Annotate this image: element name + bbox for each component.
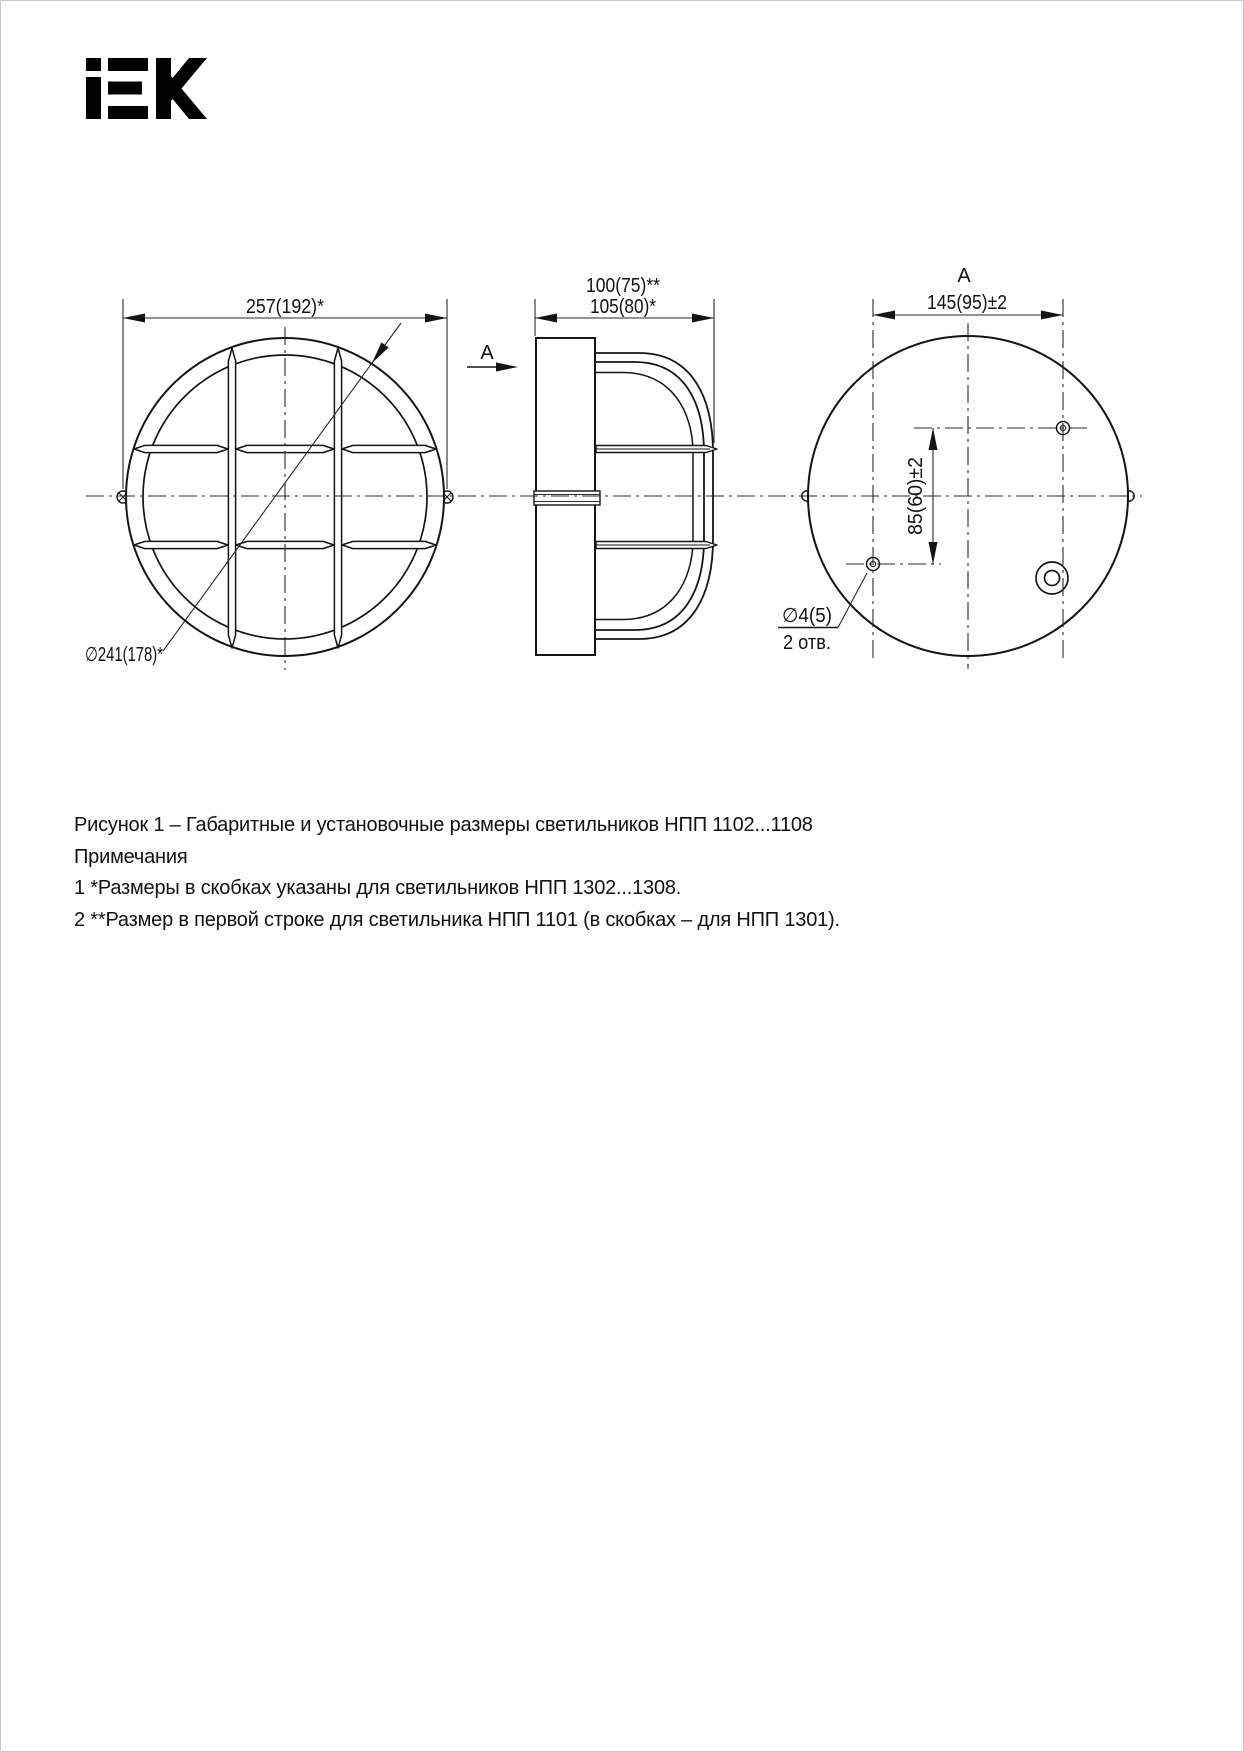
side-depth-label-line2: 105(80)* — [590, 296, 657, 318]
figure-caption: Рисунок 1 – Габаритные и установочные размеры светильников НПП 1102...1108 — [74, 814, 813, 836]
front-width-dimension-label: 257(192)* — [246, 296, 325, 318]
side-grille-bars — [596, 446, 717, 549]
front-diameter-label: ∅241(178)* — [85, 644, 164, 666]
view-direction-indicator — [467, 342, 518, 372]
hole-callout-line2: 2 отв. — [783, 632, 831, 654]
rear-view — [778, 265, 1134, 669]
hole-callout-line1: ∅4(5) — [782, 605, 832, 627]
rear-view-label: А — [957, 265, 971, 287]
note-1: 1 *Размеры в скобках указаны для светильников НПП 1302...1308. — [74, 877, 682, 900]
view-direction-arrow-icon — [496, 363, 518, 372]
note-2: 2 **Размер в первой строке для светильника НПП 1101 (в скобках – для НПП 1301). — [74, 908, 840, 931]
side-view — [467, 275, 717, 655]
notes-heading: Примечания — [74, 845, 188, 868]
side-depth-label-line1: 100(75)** — [586, 275, 661, 297]
rear-vdim-label: 85(60)±2 — [905, 455, 927, 535]
side-latch — [534, 491, 600, 505]
view-direction-label: А — [480, 342, 494, 364]
front-view — [85, 296, 453, 670]
rear-hdim-label: 145(95)±2 — [927, 292, 1007, 314]
iek-logo-icon — [86, 58, 207, 119]
front-diameter-leader-arrow — [372, 342, 389, 363]
figure-notes — [74, 810, 1154, 936]
